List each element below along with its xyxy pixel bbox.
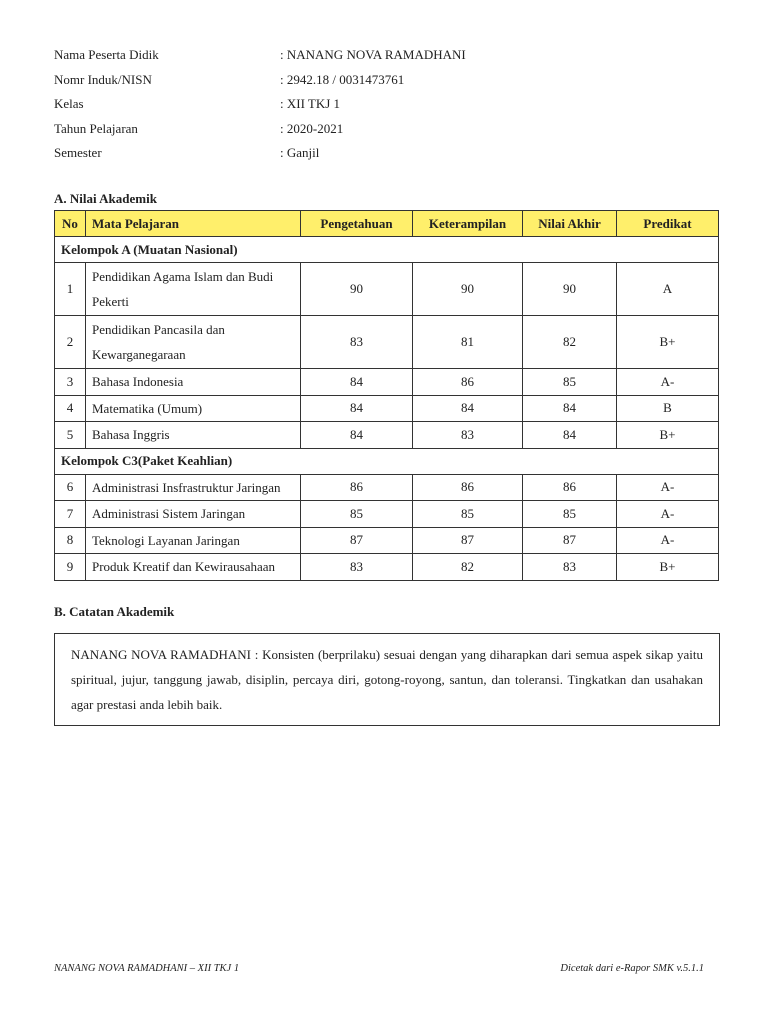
info-label: Tahun Pelajaran <box>54 120 138 136</box>
skill-score: 81 <box>413 316 523 369</box>
row-number: 6 <box>55 474 86 501</box>
row-number: 5 <box>55 422 86 449</box>
column-header: Nilai Akhir <box>523 211 617 237</box>
group-name: Kelompok C3(Paket Keahlian) <box>55 448 719 474</box>
column-header: Mata Pelajaran <box>86 211 301 237</box>
info-label: Semester <box>54 145 102 160</box>
row-number: 2 <box>55 316 86 369</box>
final-score: 84 <box>523 395 617 422</box>
final-score: 82 <box>523 316 617 369</box>
subject-name: Pendidikan Agama Islam dan Budi Pekerti <box>86 263 301 316</box>
knowledge-score: 87 <box>301 527 413 554</box>
table-row <box>55 527 719 554</box>
footer-print-credit: Dicetak dari e-Rapor SMK v.5.1.1 <box>560 963 704 974</box>
knowledge-score: 83 <box>301 316 413 369</box>
info-row-year <box>54 117 466 142</box>
table-row <box>55 501 719 528</box>
knowledge-score: 83 <box>301 554 413 581</box>
group-row <box>55 448 719 474</box>
grade-predicate: A- <box>617 474 719 501</box>
info-label: Kelas <box>54 96 84 111</box>
table-header-row <box>55 211 719 237</box>
section-title-academic-grades: A. Nilai Akademik <box>54 191 157 206</box>
final-score: 85 <box>523 501 617 528</box>
section-title-academic-notes: B. Catatan Akademik <box>54 604 175 619</box>
table-row <box>55 263 719 316</box>
info-row-nisn <box>54 68 466 93</box>
final-score: 85 <box>523 369 617 396</box>
skill-score: 85 <box>413 501 523 528</box>
info-value: : 2020-2021 <box>280 120 344 136</box>
table-row <box>55 369 719 396</box>
table-row <box>55 474 719 501</box>
final-score: 84 <box>523 422 617 449</box>
row-number: 4 <box>55 395 86 422</box>
final-score: 90 <box>523 263 617 316</box>
skill-score: 82 <box>413 554 523 581</box>
final-score: 87 <box>523 527 617 554</box>
column-header: Predikat <box>617 211 719 237</box>
knowledge-score: 84 <box>301 369 413 396</box>
skill-score: 86 <box>413 369 523 396</box>
table-row <box>55 316 719 369</box>
subject-name: Bahasa Inggris <box>86 422 301 449</box>
table-row <box>55 422 719 449</box>
final-score: 86 <box>523 474 617 501</box>
subject-name: Administrasi Insfrastruktur Jaringan <box>86 474 301 501</box>
column-header: Pengetahuan <box>301 211 413 237</box>
grade-predicate: B <box>617 395 719 422</box>
student-info <box>54 43 466 166</box>
subject-name: Bahasa Indonesia <box>86 369 301 396</box>
info-value: : Ganjil <box>280 145 320 160</box>
grade-predicate: B+ <box>617 316 719 369</box>
group-name: Kelompok A (Muatan Nasional) <box>55 237 719 263</box>
row-number: 3 <box>55 369 86 396</box>
subject-name: Administrasi Sistem Jaringan <box>86 501 301 528</box>
grades-table <box>54 210 719 581</box>
row-number: 8 <box>55 527 86 554</box>
info-row-semester <box>54 141 466 166</box>
row-number: 1 <box>55 263 86 316</box>
knowledge-score: 86 <box>301 474 413 501</box>
table-row <box>55 395 719 422</box>
skill-score: 86 <box>413 474 523 501</box>
row-number: 9 <box>55 554 86 581</box>
final-score: 83 <box>523 554 617 581</box>
grade-predicate: A- <box>617 369 719 396</box>
column-header: No <box>55 211 86 237</box>
skill-score: 84 <box>413 395 523 422</box>
skill-score: 87 <box>413 527 523 554</box>
knowledge-score: 84 <box>301 395 413 422</box>
footer-student-label: NANANG NOVA RAMADHANI – XII TKJ 1 <box>54 963 240 974</box>
skill-score: 90 <box>413 263 523 316</box>
grade-predicate: B+ <box>617 422 719 449</box>
subject-name: Matematika (Umum) <box>86 395 301 422</box>
academic-note-box: NANANG NOVA RAMADHANI : Konsisten (berprilaku) sesuai dengan yang diharapkan dari semua aspek sikap yaitu spiritual, jujur, tanggung jawab, disiplin, percaya diri, gotong-royong, santun, dan toleransi. Tingkatkan dan usahakan agar prestasi anda lebih baik. <box>54 633 720 726</box>
info-value: : NANANG NOVA RAMADHANI <box>280 47 466 62</box>
info-row-name <box>54 43 466 68</box>
subject-name: Pendidikan Pancasila dan Kewarganegaraan <box>86 316 301 369</box>
row-number: 7 <box>55 501 86 528</box>
group-row <box>55 237 719 263</box>
info-label: Nomr Induk/NISN <box>54 71 152 87</box>
knowledge-score: 90 <box>301 263 413 316</box>
knowledge-score: 85 <box>301 501 413 528</box>
info-value: : XII TKJ 1 <box>280 96 341 111</box>
grade-predicate: A <box>617 263 719 316</box>
table-row <box>55 554 719 581</box>
grade-predicate: A- <box>617 501 719 528</box>
info-label: Nama Peserta Didik <box>54 47 159 62</box>
subject-name: Produk Kreatif dan Kewirausahaan <box>86 554 301 581</box>
info-row-class <box>54 92 466 117</box>
skill-score: 83 <box>413 422 523 449</box>
info-value: : 2942.18 / 0031473761 <box>280 71 405 87</box>
grade-predicate: A- <box>617 527 719 554</box>
grade-predicate: B+ <box>617 554 719 581</box>
column-header: Keterampilan <box>413 211 523 237</box>
subject-name: Teknologi Layanan Jaringan <box>86 527 301 554</box>
knowledge-score: 84 <box>301 422 413 449</box>
